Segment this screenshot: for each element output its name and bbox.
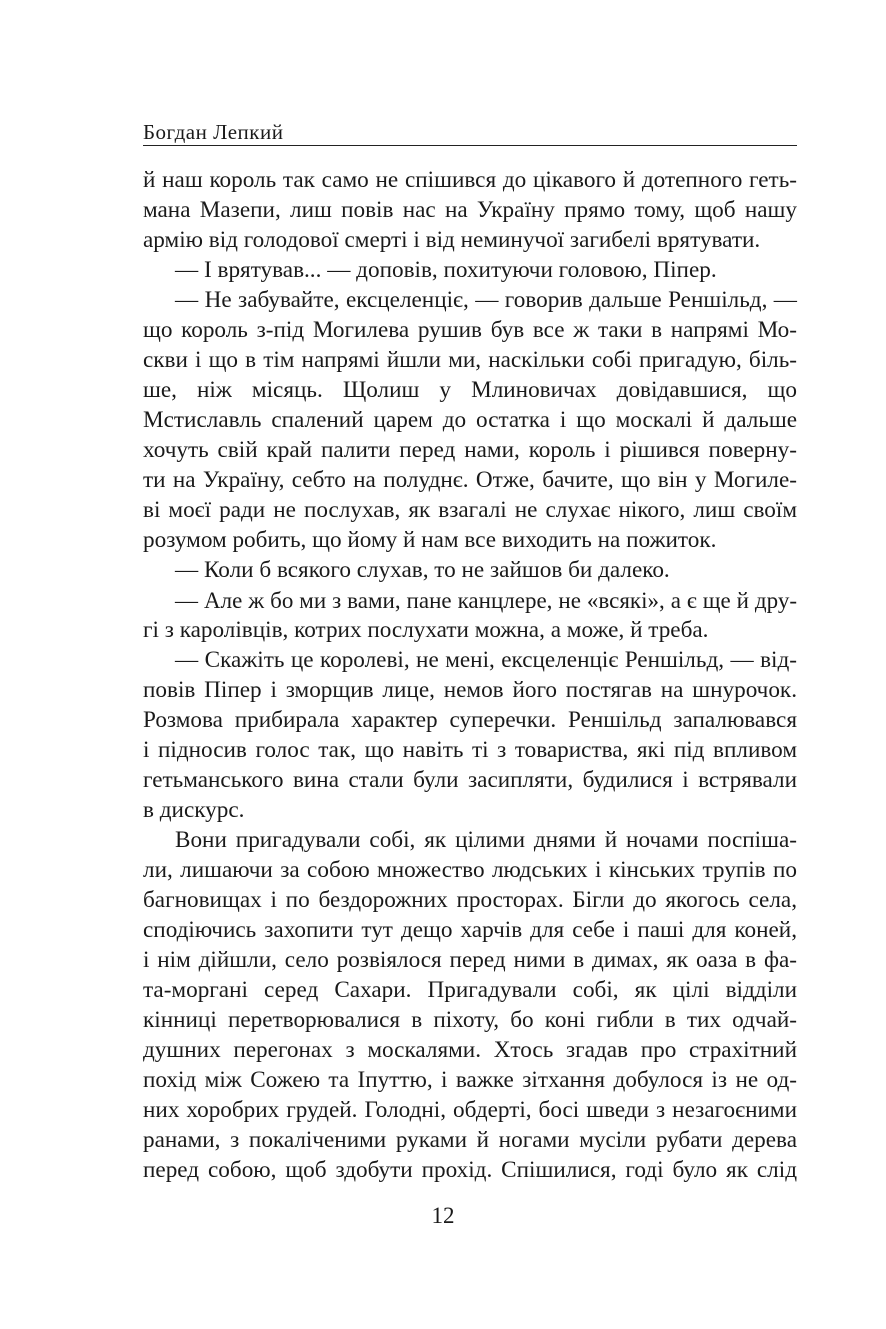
text-line: гі з каролівців, котрих послухати можна, а може, й треба. [143,617,709,643]
text-line: ранами, з покаліченими руками й ногами мусіли рубати дерева [143,1127,797,1153]
text-line: Розмова прибирала характер суперечки. Реншільд запалювався [143,707,797,733]
text-line: — Але ж бо ми з вами, пане канцлере, не «всякі», а є ще й дру- [175,587,797,613]
text-line: — І врятував... — доповів, похитуючи головою, Піпер. [175,257,717,283]
text-line: повів Піпер і зморщив лице, немов його постягав на шнурочок. [143,677,797,703]
text-line: скви і що в тім напрямі йшли ми, наскільки собі пригадую, біль- [143,347,797,373]
text-line: — Не забувайте, ексцеленціє, — говорив дальше Реншільд, — [175,287,797,313]
text-line: сподіючись захопити тут дещо харчів для себе і паші для коней, [143,917,797,943]
text-line: перед собою, щоб здобути прохід. Спішилися, годі було як слід [143,1157,797,1183]
body-text [143,165,797,1185]
text-line: — Скажіть це королеві, не мені, ексцеленціє Реншільд, — від- [175,647,797,673]
header-author: Богдан Лепкий [143,120,284,144]
text-line: похід між Сожею та Іпуттю, і важке зітхання добулося із не од- [143,1067,797,1093]
text-line: ти на Україну, себто на полуднє. Отже, бачите, що він у Могиле- [143,467,797,493]
text-line: Вони пригадували собі, як цілими днями й ночами поспіша- [175,827,797,853]
text-line: них хоробрих грудей. Голодні, обдерті, босі шведи з незагоєними [143,1097,797,1123]
text-line: душних перегонах з москалями. Хтось згадав про страхітний [143,1037,797,1063]
page-number: 12 [431,1203,455,1228]
text-line: в дискурс. [143,797,245,823]
text-line: і нім дійшли, село розвіялося перед ними в димах, як оаза в фа- [143,947,797,973]
text-line: і підносив голос так, що навіть ті з товариства, які під впливом [143,737,797,763]
text-line: та-моргані серед Сахари. Пригадували собі, як цілі відділи [143,977,797,1003]
text-line: багновищах і по бездорожних просторах. Бігли до якогось села, [143,887,797,913]
text-line: Мстиславль спалений царем до остатка і що москалі й дальше [143,407,797,433]
text-line: — Коли б всякого слухав, то не зайшов би далеко. [175,557,670,583]
text-line: ві моєї ради не послухав, як взагалі не слухає нікого, лиш своїм [143,497,797,523]
text-line: кінниці перетворювалися в піхоту, бо коні гибли в тих одчай- [143,1007,797,1033]
text-line: мана Мазепи, лиш повів нас на Україну прямо тому, щоб нашу [143,197,797,223]
running-header [143,120,797,146]
text-line: гетьманського вина стали були засипляти, будилися і встрявали [143,767,797,793]
text-line: хочуть свій край палити перед нами, король і рішився поверну- [143,437,797,463]
text-line: розумом робить, що йому й нам все виходить на пожиток. [143,527,717,553]
text-line: армію від голодової смерті і від неминучої загибелі врятувати. [143,227,761,253]
text-line: ли, лишаючи за собою множество людських і кінських трупів по [143,857,797,883]
text-line: що король з-під Могилева рушив був все ж таки в напрямі Мо- [143,317,797,343]
text-line: ше, ніж місяць. Щолиш у Млиновичах довідавшися, що [143,377,797,403]
text-line: й наш король так само не спішився до цікавого й дотепного геть- [143,167,797,193]
